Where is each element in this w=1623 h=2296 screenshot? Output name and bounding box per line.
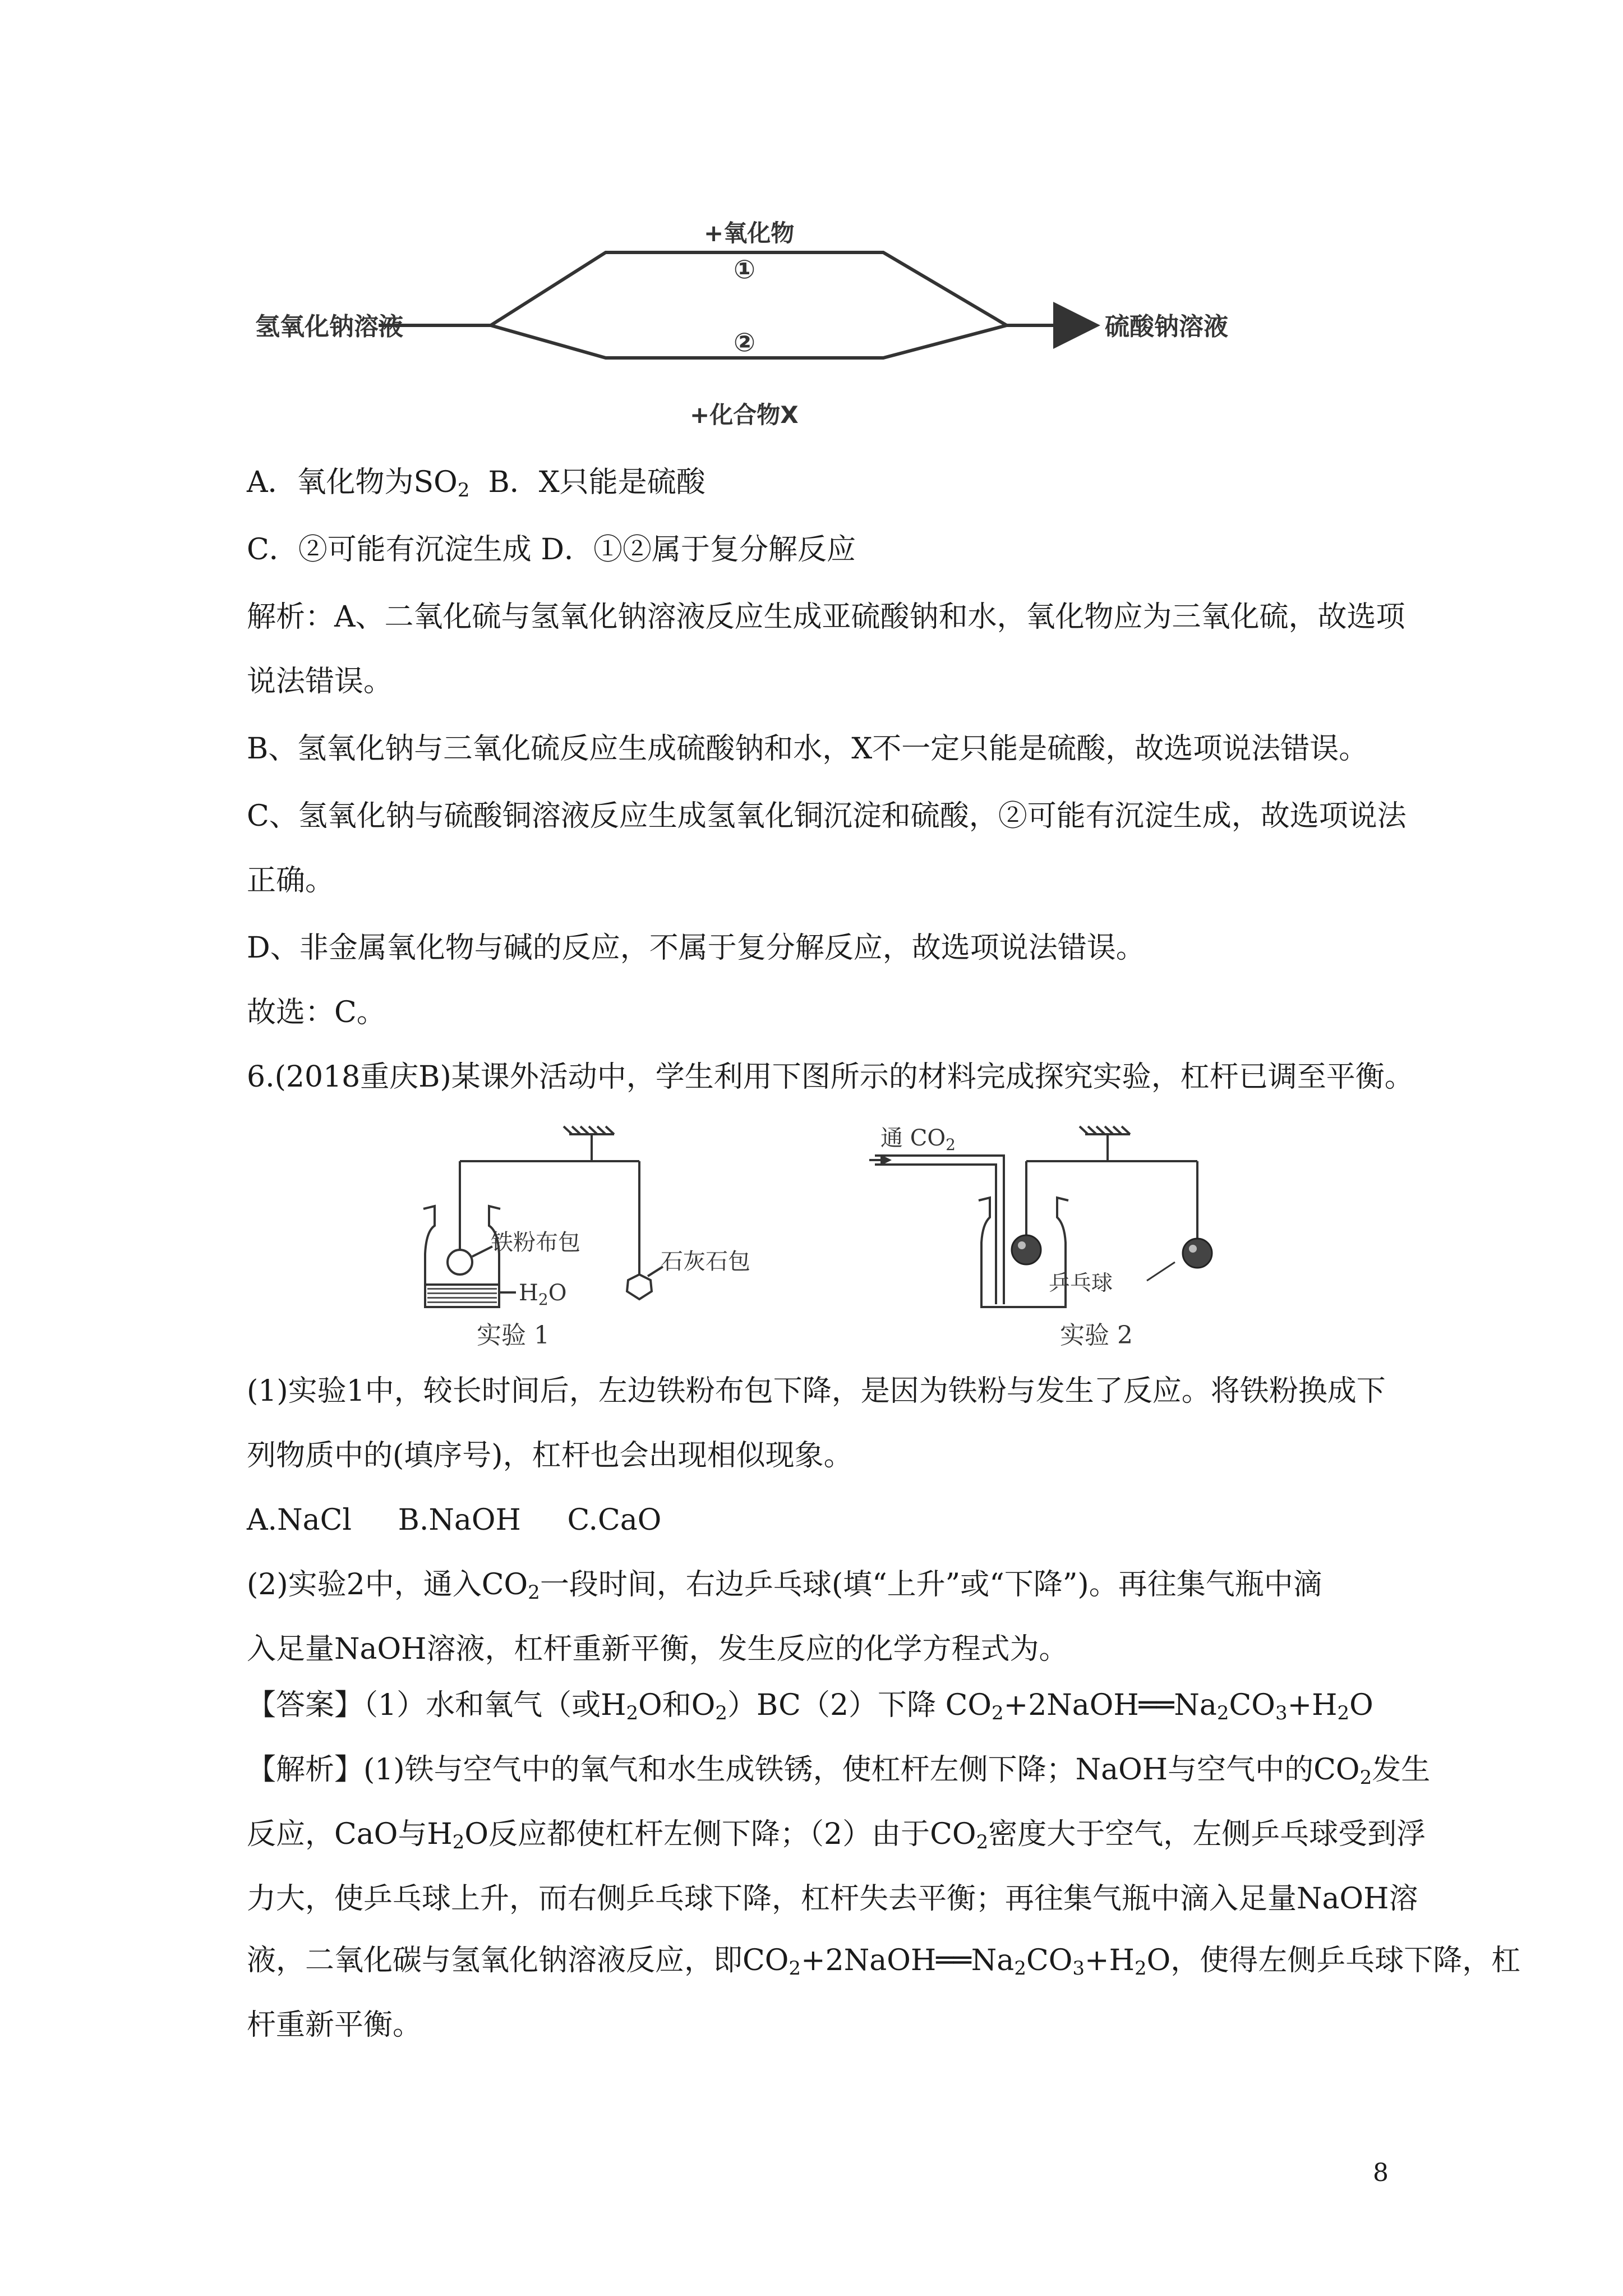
water-label: $H_2O$ bbox=[519, 1280, 567, 1309]
analysis-line: 解析：A、二氧化硫与氢氧化钠溶液反应生成亚硫酸钠和水，氧化物应为三氧化硫，故选项 bbox=[247, 600, 1405, 634]
bottom-path-label: +化合物X bbox=[690, 401, 799, 429]
experiment-2-caption: 实验 2 bbox=[1060, 1321, 1133, 1350]
ping-pong-label: 乒乓球 bbox=[1049, 1271, 1113, 1295]
conclusion-line: 故选：C。 bbox=[247, 996, 386, 1029]
water-fill bbox=[427, 1288, 497, 1303]
iron-bag-label: 铁粉布包 bbox=[491, 1230, 580, 1255]
ping-pong-ball-right bbox=[1183, 1239, 1212, 1268]
analysis-line: C、氢氧化钠与硫酸铜溶液反应生成氢氧化铜沉淀和硫酸，②可能有沉淀生成，故选项说法 bbox=[247, 799, 1407, 833]
analysis-line: 正确。 bbox=[247, 864, 335, 898]
analysis-6-line: 液，二氧化碳与氢氧化钠溶液反应，即$CO_2+2NaOH══Na_2CO_3+H_2O$，使得左侧乒乓球下降，杠 bbox=[247, 1944, 1521, 1980]
limestone-label: 石灰石包 bbox=[661, 1249, 750, 1274]
co2-label: 通 $CO_2$ bbox=[880, 1125, 956, 1154]
question-6-part-1: 列物质中的(填序号)，杠杆也会出现相似现象。 bbox=[247, 1439, 853, 1473]
iron-powder-bag bbox=[448, 1250, 472, 1274]
analysis-6-line: 杆重新平衡。 bbox=[247, 2008, 422, 2042]
top-path-number: ① bbox=[734, 254, 755, 284]
top-path-label: +氧化物 bbox=[704, 219, 795, 247]
page-number: 8 bbox=[1373, 2159, 1389, 2187]
right-label: 硫酸钠溶液 bbox=[1105, 312, 1228, 341]
analysis-line: 说法错误。 bbox=[247, 665, 393, 698]
reaction-pathway-diagram bbox=[236, 213, 1245, 449]
left-label: 氢氧化钠溶液 bbox=[255, 312, 403, 341]
experiment-1-caption: 实验 1 bbox=[477, 1321, 550, 1350]
analysis-6-line: 【解析】(1)铁与空气中的氧气和水生成铁锈，使杠杆左侧下降；NaOH与空气中的$CO_2$发生 bbox=[247, 1753, 1431, 1789]
option-ab: A．氧化物为$SO_2$ B．X只能是硫酸 bbox=[247, 466, 706, 501]
question-6-part-2: 入足量NaOH溶液，杠杆重新平衡，发生反应的化学方程式为。 bbox=[247, 1632, 1068, 1666]
analysis-6-line: 反应，CaO与$H_2O$反应都使杠杆左侧下降；（2）由于$CO_2$密度大于空气，左侧乒乓球受到浮 bbox=[247, 1818, 1426, 1853]
experiment-figures bbox=[393, 1122, 1290, 1369]
question-6-choices: A.NaCl B.NaOH C.CaO bbox=[247, 1503, 662, 1537]
ping-pong-ball-left bbox=[1012, 1235, 1041, 1264]
question-6-part-1: (1)实验1中，较长时间后，左边铁粉布包下降，是因为铁粉与发生了反应。将铁粉换成下 bbox=[247, 1374, 1386, 1408]
analysis-line: B、氢氧化钠与三氧化硫反应生成硫酸钠和水，X不一定只能是硫酸，故选项说法错误。 bbox=[247, 732, 1368, 766]
analysis-6-line: 力大，使乒乓球上升，而右侧乒乓球下降，杠杆失去平衡；再往集气瓶中滴入足量NaOH溶 bbox=[247, 1882, 1418, 1916]
option-cd: C．②可能有沉淀生成 D．①②属于复分解反应 bbox=[247, 533, 856, 567]
bottom-path-number: ② bbox=[734, 327, 755, 357]
question-6-intro: 6.(2018重庆B)某课外活动中，学生利用下图所示的材料完成探究实验，杠杆已调至平衡。 bbox=[247, 1060, 1414, 1094]
answer-line: 【答案】（1）水和氧气（或$H_2O$和$O_2)BC(2)$下降 $CO_2+2NaOH══Na_2CO_3+H_2O$ bbox=[247, 1688, 1373, 1724]
analysis-line: D、非金属氧化物与碱的反应，不属于复分解反应，故选项说法错误。 bbox=[247, 931, 1145, 965]
limestone-bag bbox=[627, 1274, 652, 1299]
question-6-part-2: (2)实验2中，通入$CO_2$一段时间，右边乒乓球(填“上升”或“下降”)。再往集气瓶中滴 bbox=[247, 1568, 1322, 1604]
experiment-1 bbox=[423, 1126, 663, 1307]
